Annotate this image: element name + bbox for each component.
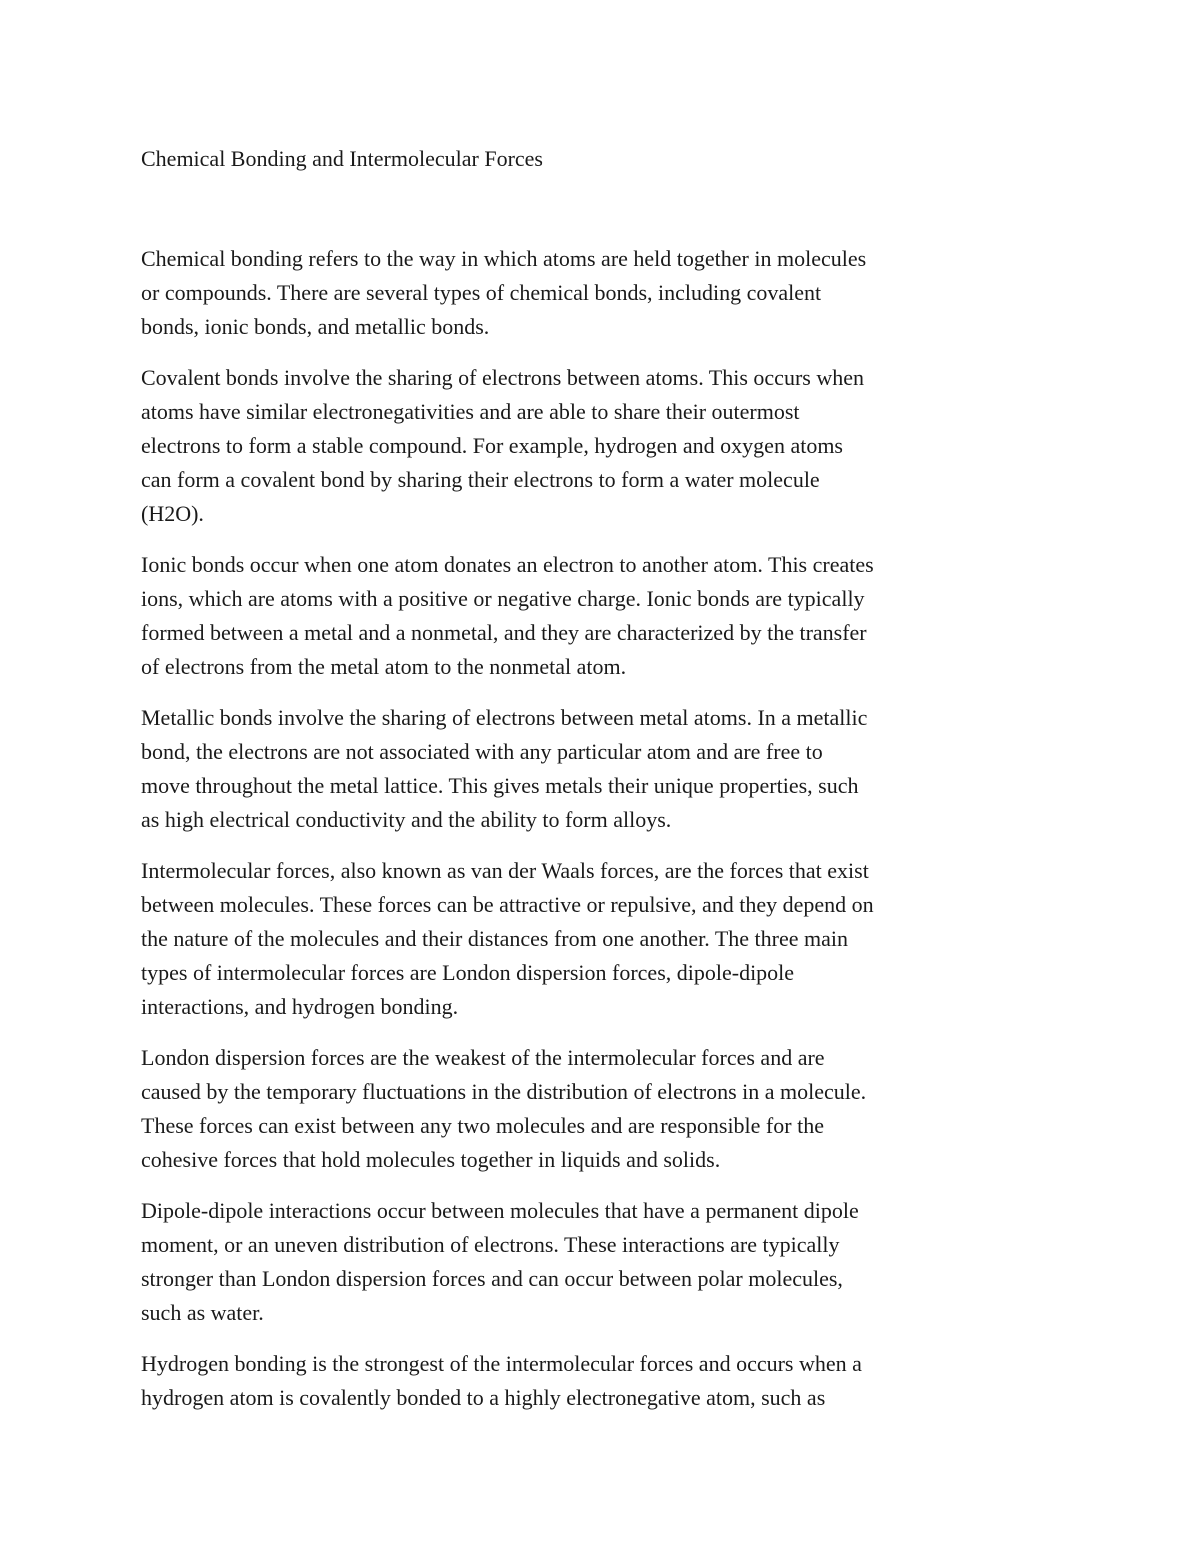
paragraph	[141, 361, 1071, 531]
text-line: formed between a metal and a nonmetal, and they are characterized by the transfer	[141, 620, 867, 645]
text-line: between molecules. These forces can be attractive or repulsive, and they depend on	[141, 892, 874, 917]
text-line: interactions, and hydrogen bonding.	[141, 994, 459, 1019]
text-line: Intermolecular forces, also known as van der Waals forces, are the forces that exist	[141, 858, 869, 883]
text-line: move throughout the metal lattice. This gives metals their unique properties, such	[141, 773, 859, 798]
text-line: stronger than London dispersion forces and can occur between polar molecules,	[141, 1266, 843, 1291]
paragraph	[141, 242, 1071, 344]
text-line: atoms have similar electronegativities and are able to share their outermost	[141, 399, 800, 424]
paragraph	[141, 1194, 1071, 1330]
text-line: cohesive forces that hold molecules together in liquids and solids.	[141, 1147, 721, 1172]
text-line: Ionic bonds occur when one atom donates an electron to another atom. This creates	[141, 552, 874, 577]
document-title: Chemical Bonding and Intermolecular Forces	[141, 146, 543, 171]
text-line: moment, or an uneven distribution of electrons. These interactions are typically	[141, 1232, 840, 1257]
text-line: Chemical bonding refers to the way in which atoms are held together in molecules	[141, 246, 867, 271]
text-line: Dipole-dipole interactions occur between molecules that have a permanent dipole	[141, 1198, 859, 1223]
text-line: caused by the temporary fluctuations in the distribution of electrons in a molecule.	[141, 1079, 867, 1104]
text-line: hydrogen atom is covalently bonded to a highly electronegative atom, such as	[141, 1385, 826, 1410]
paragraph	[141, 548, 1071, 684]
paragraph	[141, 1347, 1071, 1415]
text-line: These forces can exist between any two molecules and are responsible for the	[141, 1113, 824, 1138]
text-line: such as water.	[141, 1300, 264, 1325]
text-line: Metallic bonds involve the sharing of electrons between metal atoms. In a metallic	[141, 705, 868, 730]
text-line: electrons to form a stable compound. For example, hydrogen and oxygen atoms	[141, 433, 843, 458]
text-line: as high electrical conductivity and the ability to form alloys.	[141, 807, 672, 832]
paragraph	[141, 1041, 1071, 1177]
text-line: Covalent bonds involve the sharing of electrons between atoms. This occurs when	[141, 365, 864, 390]
text-line: of electrons from the metal atom to the nonmetal atom.	[141, 654, 627, 679]
text-line: Hydrogen bonding is the strongest of the intermolecular forces and occurs when a	[141, 1351, 862, 1376]
text-line: bonds, ionic bonds, and metallic bonds.	[141, 314, 490, 339]
text-line: bond, the electrons are not associated with any particular atom and are free to	[141, 739, 823, 764]
paragraph	[141, 854, 1071, 1024]
text-line: or compounds. There are several types of chemical bonds, including covalent	[141, 280, 822, 305]
text-line: types of intermolecular forces are London dispersion forces, dipole-dipole	[141, 960, 795, 985]
text-line: ions, which are atoms with a positive or negative charge. Ionic bonds are typically	[141, 586, 865, 611]
text-line: the nature of the molecules and their distances from one another. The three main	[141, 926, 849, 951]
paragraph	[141, 701, 1071, 837]
text-line: can form a covalent bond by sharing their electrons to form a water molecule	[141, 467, 820, 492]
title-spacer	[141, 176, 1071, 242]
text-line: (H2O).	[141, 501, 204, 526]
document-body	[141, 142, 1071, 1432]
text-line: London dispersion forces are the weakest of the intermolecular forces and are	[141, 1045, 825, 1070]
